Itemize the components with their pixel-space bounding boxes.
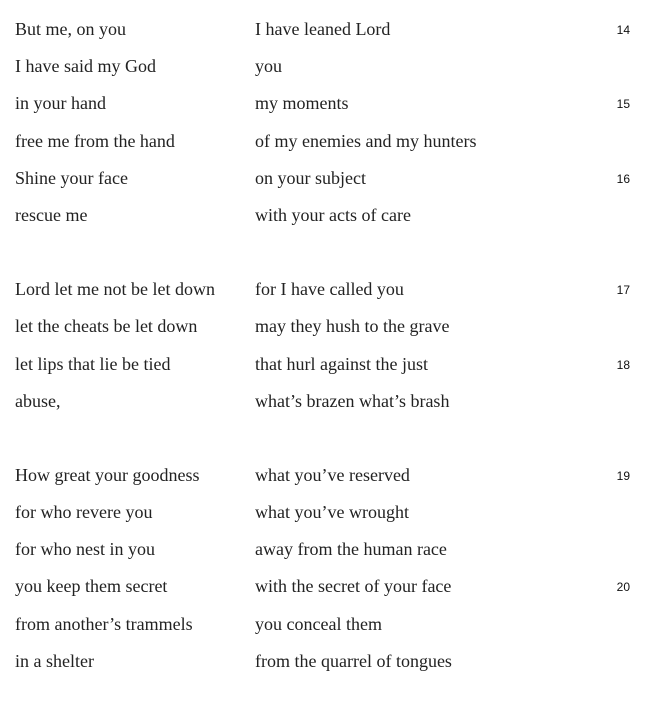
poem-line — [0, 297, 667, 337]
poem-line — [0, 149, 667, 186]
poem-line — [0, 0, 667, 37]
stanza-break — [0, 223, 667, 260]
line-left-text: let lips that lie be tied — [15, 353, 171, 374]
line-left-text: rescue me — [15, 204, 88, 225]
line-left-text: But me, on you — [15, 19, 126, 39]
line-left-text: How great your goodness — [15, 464, 200, 485]
line-left-text: let the cheats be let down — [15, 316, 198, 337]
line-left-text: from another’s trammels — [15, 613, 193, 634]
line-right-text: you — [255, 56, 282, 77]
poem-line — [0, 260, 667, 300]
line-right-text: on your subject — [255, 167, 366, 188]
verse-number: 14 — [616, 23, 630, 37]
line-right-text: what’s brazen what’s brash — [255, 390, 450, 411]
line-right-text: may they hush to the grave — [255, 316, 450, 337]
verse-number: 16 — [616, 171, 630, 186]
line-left-text: Lord let me not be let down — [15, 279, 215, 300]
line-right-text: of my enemies and my hunters — [255, 130, 477, 151]
line-right-text: with your acts of care — [255, 204, 411, 225]
line-left-text: in your hand — [15, 93, 106, 114]
poem-line — [0, 483, 667, 523]
line-right-text: away from the human race — [255, 539, 447, 560]
poem-line — [0, 112, 667, 149]
line-left-text: for who revere you — [15, 502, 153, 523]
line-left-text: I have said my God — [15, 56, 156, 77]
stanza-break — [0, 409, 667, 446]
line-right-text: what you’ve reserved — [255, 464, 410, 485]
poem-line — [0, 335, 667, 372]
verse-number: 17 — [616, 283, 630, 298]
line-right-text: my moments — [255, 93, 349, 114]
line-right-text: you conceal them — [255, 613, 382, 634]
line-right-text: what you’ve wrought — [255, 502, 409, 523]
poem-line — [0, 372, 667, 409]
line-right-text: I have leaned Lord — [255, 19, 391, 39]
verse-number: 15 — [616, 97, 630, 112]
line-left-text: free me from the hand — [15, 130, 175, 151]
stanza-3 — [0, 446, 667, 669]
stanza-2 — [0, 260, 667, 409]
line-left-text: for who nest in you — [15, 539, 155, 560]
poem-line — [0, 632, 667, 669]
line-right-text: with the secret of your face — [255, 576, 452, 597]
verse-number: 20 — [616, 580, 630, 595]
line-right-text: that hurl against the just — [255, 353, 428, 374]
line-right-text: for I have called you — [255, 279, 404, 300]
poem-line — [0, 520, 667, 560]
line-right-text: from the quarrel of tongues — [255, 650, 452, 671]
poem-line — [0, 186, 667, 223]
line-left-text: in a shelter — [15, 650, 94, 671]
line-left-text: you keep them secret — [15, 576, 168, 597]
line-left-text: Shine your face — [15, 167, 128, 188]
poem-line — [0, 37, 667, 77]
poem-line — [0, 557, 667, 597]
line-left-text: abuse, — [15, 390, 61, 411]
stanza-1 — [0, 0, 667, 223]
poem-line — [0, 446, 667, 483]
verse-number: 19 — [616, 468, 630, 483]
verse-number: 18 — [616, 357, 630, 372]
poem-line — [0, 595, 667, 632]
poem-line — [0, 74, 667, 114]
